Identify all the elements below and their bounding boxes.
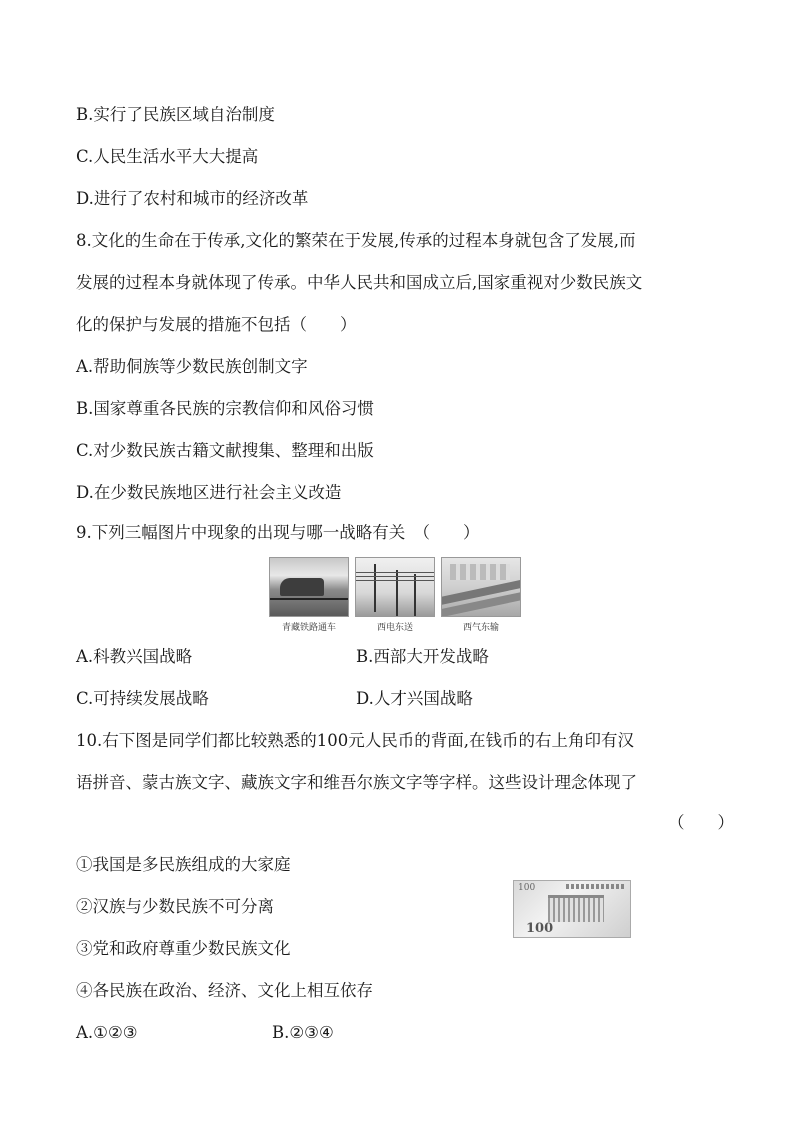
figure-caption: 西电东送 <box>376 623 413 633</box>
q10-item-3: ③党和政府尊重少数民族文化 <box>76 939 291 958</box>
option-d-q9: D.人才兴国战略 <box>356 689 473 708</box>
power-lines-photo <box>355 557 435 617</box>
q9-figures <box>269 557 521 634</box>
train-photo <box>269 557 349 617</box>
question-10-line-1: 10.右下图是同学们都比较熟悉的100元人民币的背面,在钱币的右上角印有汉 <box>76 731 634 750</box>
question-10-line-2: 语拼音、蒙古族文字、藏族文字和维吾尔族文字等字样。这些设计理念体现了 <box>76 773 637 792</box>
q9-options-row-1 <box>76 646 734 668</box>
q10-item-2: ②汉族与少数民族不可分离 <box>76 897 274 916</box>
answer-paren: （ ） <box>668 813 734 832</box>
figure-caption: 青藏铁路通车 <box>281 623 336 633</box>
option-d-q7: D.进行了农村和城市的经济改革 <box>76 189 309 208</box>
q9-options-row-2 <box>76 688 734 710</box>
q10-item-1: ①我国是多民族组成的大家庭 <box>76 855 291 874</box>
option-a-q9: A.科教兴国战略 <box>76 647 193 666</box>
option-d-q8: D.在少数民族地区进行社会主义改造 <box>76 483 342 502</box>
figure-caption: 西气东输 <box>462 623 499 633</box>
figure-power <box>355 557 435 634</box>
question-9: 9.下列三幅图片中现象的出现与哪一战略有关 （ ） <box>76 523 480 542</box>
question-8-line-2: 发展的过程本身就体现了传承。中华人民共和国成立后,国家重视对少数民族文 <box>76 273 643 292</box>
bill-numeral-bottom: 100 <box>526 921 554 936</box>
option-a-q10: A.①②③ <box>76 1023 138 1042</box>
option-b-q8: B.国家尊重各民族的宗教信仰和风俗习惯 <box>76 399 374 418</box>
option-c-q8: C.对少数民族古籍文献搜集、整理和出版 <box>76 441 374 460</box>
figure-gas <box>441 557 521 634</box>
question-8-line-1: 8.文化的生命在于传承,文化的繁荣在于发展,传承的过程本身就包含了发展,而 <box>76 231 636 250</box>
option-c-q7: C.人民生活水平大大提高 <box>76 147 259 166</box>
gas-pipeline-photo <box>441 557 521 617</box>
banknote-image <box>513 880 631 938</box>
bill-hall-drawing <box>548 895 604 922</box>
figure-train <box>269 557 349 634</box>
option-b-q9: B.西部大开发战略 <box>356 647 489 666</box>
option-a-q8: A.帮助侗族等少数民族创制文字 <box>76 357 308 376</box>
bill-script-text <box>566 884 624 889</box>
bill-numeral-top: 100 <box>518 883 536 893</box>
question-8-line-3: 化的保护与发展的措施不包括（ ） <box>76 315 357 334</box>
q10-options-row <box>76 1022 734 1044</box>
option-b-q10: B.②③④ <box>272 1023 334 1042</box>
option-b-q7: B.实行了民族区域自治制度 <box>76 105 275 124</box>
option-c-q9: C.可持续发展战略 <box>76 689 209 708</box>
q10-item-4: ④各民族在政治、经济、文化上相互依存 <box>76 981 373 1000</box>
